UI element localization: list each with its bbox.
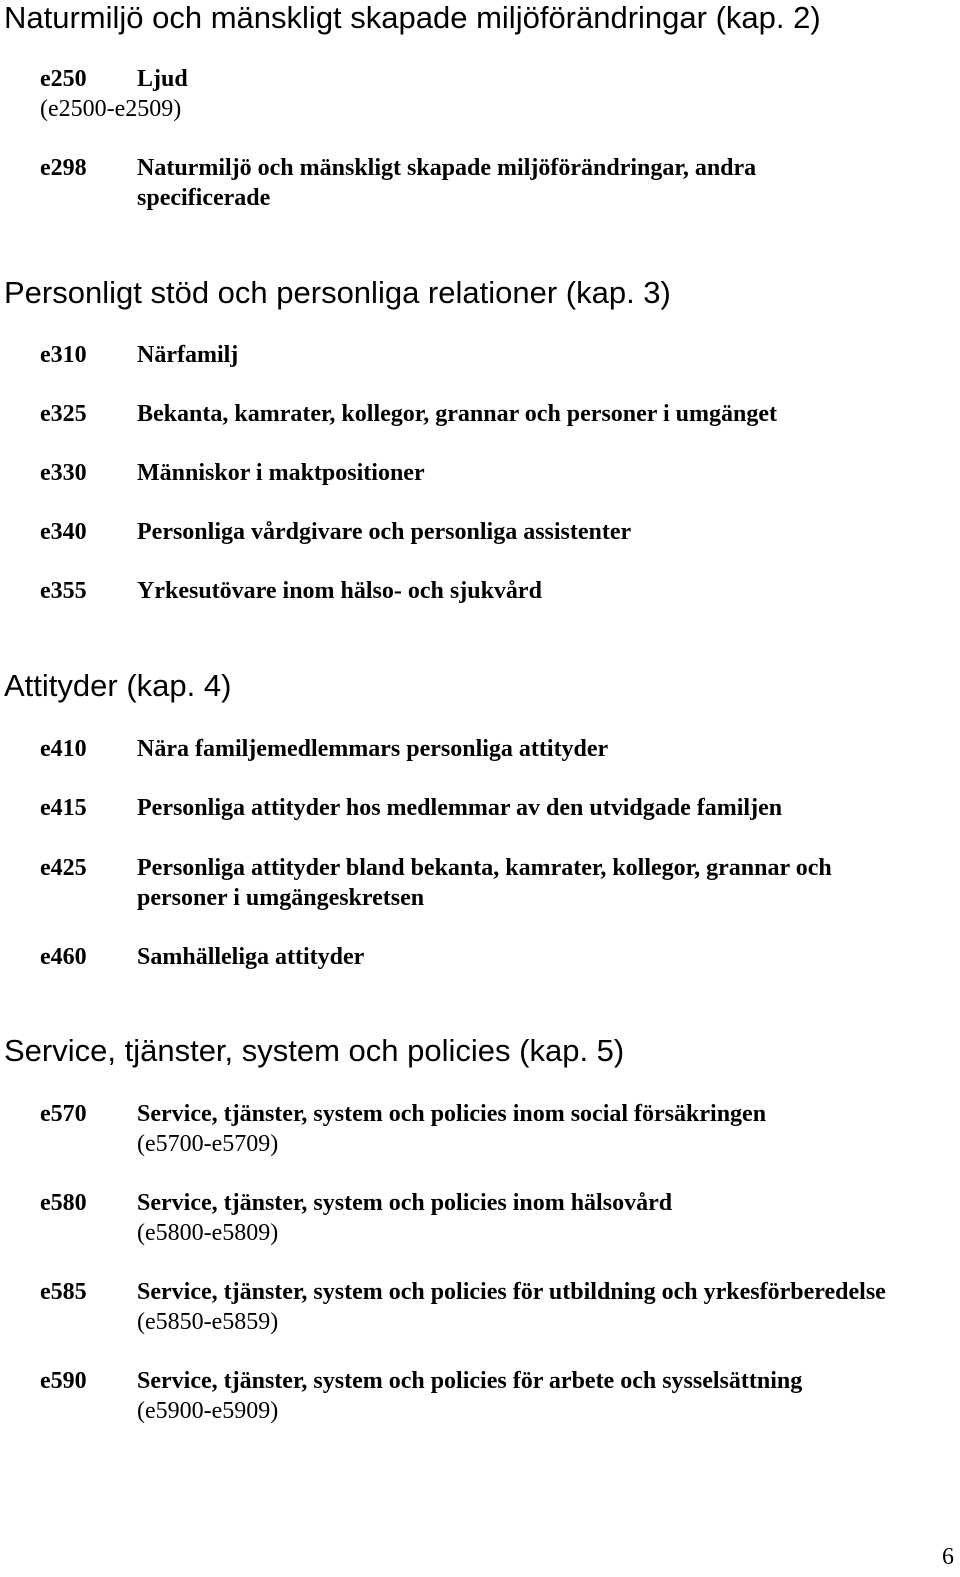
item-label-e425: Personliga attityder bland bekanta, kamrater, kollegor, grannar och personer i umgängeskretsen — [137, 855, 832, 911]
item-code-e250: e250 (e2500-e2509) — [40, 66, 182, 122]
item-code-e410: e410 — [40, 736, 87, 762]
item-code-e590: e590 — [40, 1368, 87, 1394]
item-label-range: (e5850-e5859) — [137, 1309, 279, 1335]
item-label-e330: Människor i maktpositioner — [137, 460, 425, 486]
page-number: 6 — [942, 1544, 954, 1570]
section-heading-kap-2: Naturmiljö och mänskligt skapade miljöförändringar (kap. 2) — [4, 0, 821, 35]
item-code-e310: e310 — [40, 342, 87, 368]
item-label-e580: Service, tjänster, system och policies inom hälsovård (e5800-e5809) — [137, 1190, 673, 1246]
item-code-e355: e355 — [40, 578, 87, 604]
section-heading-kap-5: Service, tjänster, system och policies (kap. 5) — [4, 1033, 625, 1068]
item-code-e340: e340 — [40, 519, 87, 545]
item-label-range: (e5900-e5909) — [137, 1398, 279, 1424]
item-label-e460: Samhälleliga attityder — [137, 944, 365, 970]
item-code-e330: e330 — [40, 460, 87, 486]
item-code-e580: e580 — [40, 1190, 87, 1216]
item-code-e415: e415 — [40, 795, 87, 821]
item-label-e585: Service, tjänster, system och policies för utbildning och yrkesförberedelse (e5850-e5859) — [137, 1279, 886, 1335]
item-label-range: (e5800-e5809) — [137, 1220, 279, 1246]
item-label-e325: Bekanta, kamrater, kollegor, grannar och personer i umgänget — [137, 401, 777, 427]
item-label-e570: Service, tjänster, system och policies inom social försäkringen (e5700-e5709) — [137, 1101, 767, 1157]
item-label-e410: Nära familjemedlemmars personliga attityder — [137, 736, 609, 762]
item-code-e460: e460 — [40, 944, 87, 970]
item-label-e310: Närfamilj — [137, 342, 239, 368]
item-code-range: (e2500-e2509) — [40, 96, 182, 122]
item-label-e250: Ljud — [137, 66, 188, 92]
item-label-e355: Yrkesutövare inom hälso- och sjukvård — [137, 578, 542, 604]
item-label-e298: Naturmiljö och mänskligt skapade miljöförändringar, andra specificerade — [137, 155, 757, 211]
section-heading-kap-3: Personligt stöd och personliga relationer (kap. 3) — [4, 275, 671, 310]
item-code-e298: e298 — [40, 155, 87, 181]
item-code-e585: e585 — [40, 1279, 87, 1305]
item-label-e415: Personliga attityder hos medlemmar av den utvidgade familjen — [137, 795, 783, 821]
section-heading-kap-4: Attityder (kap. 4) — [4, 668, 232, 703]
item-label-e340: Personliga vårdgivare och personliga assistenter — [137, 519, 632, 545]
item-code-e425: e425 — [40, 855, 87, 881]
item-code-e570: e570 — [40, 1101, 87, 1127]
item-label-range: (e5700-e5709) — [137, 1131, 279, 1157]
item-code-e325: e325 — [40, 401, 87, 427]
item-label-e590: Service, tjänster, system och policies för arbete och sysselsättning (e5900-e5909) — [137, 1368, 803, 1424]
